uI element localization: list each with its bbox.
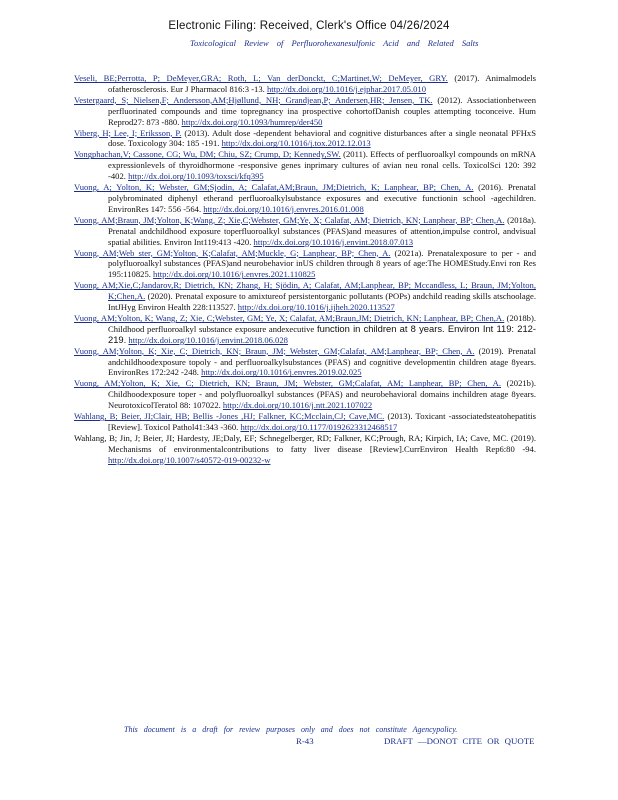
reference-doi-link[interactable]: http://dx.doi.org/10.1177/0192623312468517 xyxy=(240,422,398,432)
reference-citation: (2018b). Childhood perfluoroalkyl substance exposure andexecutive xyxy=(108,312,536,334)
reference-doi-link[interactable]: http://dx.doi.org/10.1016/j.tox.2012.12.013 xyxy=(221,138,371,149)
reference-doi-link[interactable]: http://dx.doi.org/10.1007/s40572-019-00232-w xyxy=(108,454,271,465)
reference-citation: (2017). Animalmodels ofatherosclerosis. Eur J Pharmacol 816:3 -13. xyxy=(108,73,537,94)
reference-citation: (2018a). Prenatal andchildhood exposure toperfluoroalkyl substances (PFAS)and measures of attention,impulse control, andvisual spatial abilities. Environ Int119:413 -420. xyxy=(108,214,536,247)
reference-citation: (2019). Prenatal andchildhoodexposure topoly - and perfluoroalkylsubstances (PFAS) and cognitive developmentin children atage 8years. EnvironRes 172:242 -248. xyxy=(108,345,536,378)
filing-stamp: Electronic Filing: Received, Clerk's Office 04/26/2024 xyxy=(168,20,450,32)
reference-entry xyxy=(74,433,536,466)
reference-doi-link[interactable]: http://dx.doi.org/10.1016/j.ntt.2021.107022 xyxy=(222,400,373,411)
reference-citation: (2016). Prenatal polybrominated diphenyl etherand perfluoroalkylsubstance exposures and executive functionin school -agechildren. EnvironRes 147: 556 -564. xyxy=(108,182,536,214)
draft-notice: DRAFT —DONOT CITE OR QUOTE xyxy=(384,736,535,746)
reference-entry xyxy=(74,73,536,95)
document-subtitle: Toxicological Review of Perfluorohexanesulfonic Acid and Related Salts xyxy=(190,38,479,48)
reference-doi-link[interactable]: http://dx.doi.org/10.1016/j.envres.2016.01.008 xyxy=(203,203,364,214)
reference-entry xyxy=(74,378,536,411)
reference-entry xyxy=(74,215,536,248)
reference-citation: (2020). Prenatal exposure to amixtureof persistentorganic pollutants (POPs) andchild reading skills atschoolage. IntJHyg Environ Health 228:113527. xyxy=(108,291,536,313)
reference-entry xyxy=(74,182,536,215)
reference-authors[interactable]: Vuong, AM;Yolton, K; Wang, Z; Xie, C;Webster, GM; Ye, X; Calafat, AM;Braun,JM; Dietrich, KN; Lanphear, BP; Chen,A. xyxy=(74,312,505,323)
reference-authors[interactable]: Wahlang, B; Beier, JI;Clair, HB; Bellis -Jones ,HJ; Falkner, KC;Mcclain,CJ; Cave,MC. xyxy=(74,411,385,422)
reference-authors[interactable]: Vuong, AM;Braun, JM;Yolton, K;Wang, Z; Xie,C;Webster, GM;Ye, X; Calafat, AM; Dietrich, KN; Lanphear, BP; Chen,A. xyxy=(74,214,505,225)
reference-entry xyxy=(74,95,536,128)
reference-entry xyxy=(74,248,536,281)
reference-citation: (2019). Mechanisms of environmentalcontributions to fatty liver disease [Review].CurrEnviron Health Rep6:80 -94. xyxy=(108,432,536,454)
reference-doi-link[interactable]: http://dx.doi.org/10.1016/j.envres.2019.02.025 xyxy=(201,367,362,378)
reference-authors[interactable]: Vuong, AM;Web ster, GM;Yolton, K;Calafat, AM;Muckle, G; Lanphear, BP; Chen, A. xyxy=(74,247,391,258)
reference-doi-link[interactable]: http://dx.doi.org/10.1016/j.envint.2018.07.013 xyxy=(253,236,414,247)
reference-authors[interactable]: Vuong, AM;Yolton, K; Xie, C; Dietrich, KN; Braun, JM; Webster, GM;Calafat, AM;Lanphear, BP; Chen, A. xyxy=(74,345,475,356)
reference-doi-link[interactable]: http://dx.doi.org/10.1016/j.ejphar.2017.05.010 xyxy=(266,83,427,94)
reference-authors[interactable]: Vongphachan,V; Cassone, CG; Wu, DM; Chiu, SZ; Crump, D; Kennedy,SW. xyxy=(74,149,341,160)
reference-citation-continued: function in children at 8 years. Environ Int 119: 212-219. xyxy=(108,322,537,345)
reference-doi-link[interactable]: http://dx.doi.org/10.1016/j.ijheh.2020.113527 xyxy=(237,302,395,313)
reference-citation: (2021b). Childhoodexposure toper - and polyfluoroalkyl substances (PFAS) and neurobehavioral domains inchildren atage 8years. NeurotoxicolTeratol 88: 107022. xyxy=(108,378,536,411)
reference-authors[interactable]: Vestergaard, S; Nielsen,F; Andersson,AM;Hjøllund, NH; Grandjean,P; Andersen,HR; Jensen, TK. xyxy=(74,94,433,105)
reference-doi-link[interactable]: http://dx.doi.org/10.1093/toxsci/kfq395 xyxy=(128,171,264,182)
reference-doi-link[interactable]: http://dx.doi.org/10.1016/j.envint.2018.06.028 xyxy=(128,334,288,345)
reference-entry xyxy=(74,149,536,182)
reference-citation: (2021a). Prenatalexposure to per - and polyfluoroalkyl substances (PFAS)and neurobehavior inUS children through 8 years of age:The HOMEStudy.Envi ron Res 195:110825. xyxy=(108,247,536,280)
reference-citation: (2013). Adult dose -dependent behavioral and cognitive disturbances after a single neonatal PFHxS dose. Toxicology 304: 185 -191. xyxy=(108,127,536,149)
reference-doi-link[interactable]: http://dx.doi.org/10.1016/j.envres.2021.110825 xyxy=(153,269,316,280)
reference-authors[interactable]: Vuong, AM;Xie,C;Jandarov,R; Dietrich, KN; Zhang, H; Sjödin, A; Calafat, AM;Lanphear, BP; Mccandless, L; Braun, JM;Yolton, K;Chen,A. xyxy=(74,280,536,302)
reference-list xyxy=(74,73,536,466)
reference-authors: Wahlang, B; Jin, J; Beier, JI; Hardesty, JE;Daly, EF; Schnegelberger, RD; Falkner, KC;Prough, RA; Kirpich, IA; Cave, MC. xyxy=(74,432,509,443)
reference-citation: (2011). Effects of perfluoroalkyl compounds on mRNA expressionlevels of thyroidhormone -responsive genes inprimary cultures of avian neu ronal cells. ToxicolSci 120: 392 -402. xyxy=(108,149,536,182)
reference-citation: (2013). Toxicant -associatedsteatohepatitis [Review]. Toxicol Pathol41:343 -360. xyxy=(108,411,536,432)
reference-authors[interactable]: Vuong, A; Yolton, K; Webster, GM;Sjodin, A; Calafat,AM;Braun, JM;Dietrich, K; Lanphear, BP; Chen, A. xyxy=(74,182,474,193)
page-number: R-43 xyxy=(296,736,314,746)
reference-entry xyxy=(74,280,536,313)
reference-authors[interactable]: Viberg, H; Lee, I; Eriksson, P. xyxy=(74,127,182,138)
reference-citation: (2012). Associationbetween perfluorinated compounds and time topregnancy ina prospective cohortofDanish couples attempting toconceive. Hum Reprod27: 873 -880. xyxy=(108,94,536,127)
reference-entry xyxy=(74,411,536,433)
reference-entry xyxy=(74,128,536,150)
reference-doi-link[interactable]: http://dx.doi.org/10.1093/humrep/der450 xyxy=(181,116,323,127)
draft-disclaimer: This document is a draft for review purposes only and does not constitute Agencypolicy. xyxy=(124,725,458,734)
reference-entry xyxy=(74,346,536,379)
reference-entry xyxy=(74,313,536,346)
reference-authors[interactable]: Veseli, BE;Perrotta, P; DeMeyer,GRA; Roth, L; Van derDonckt, C;Martinet,W; DeMeyer, GRY. xyxy=(74,73,448,83)
reference-authors[interactable]: Vuong, AM;Yolton, K; Xie, C; Dietrich, KN; Braun, JM; Webster, GM;Calafat, AM; Lanphear, BP; Chen, A. xyxy=(74,378,502,389)
